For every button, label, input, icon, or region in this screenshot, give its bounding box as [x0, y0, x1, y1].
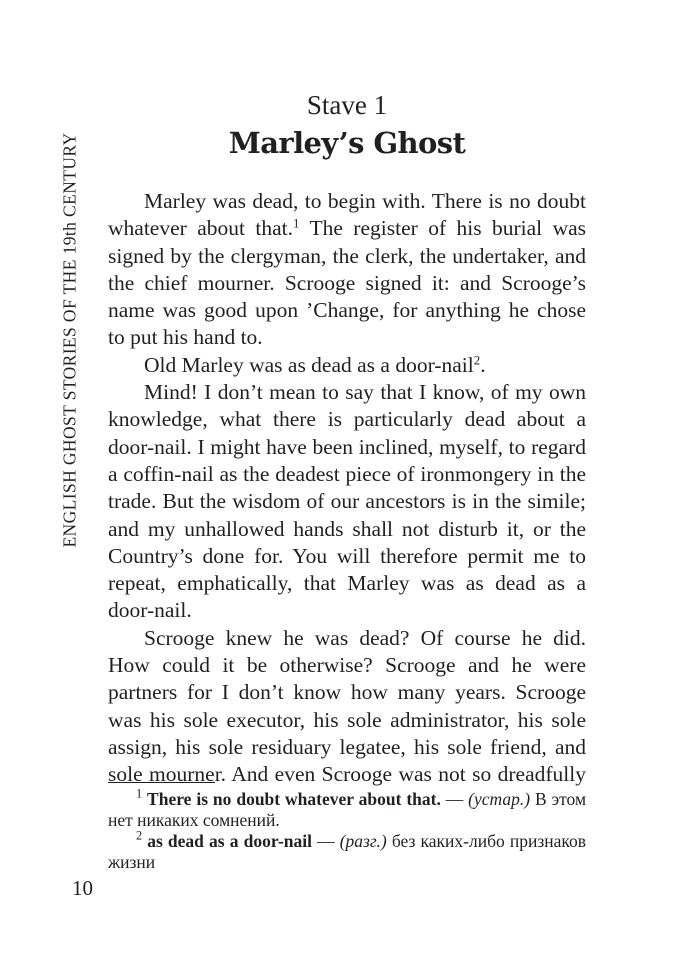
- footnote-ref: 1: [293, 216, 300, 231]
- footnote-divider: [108, 782, 215, 783]
- footnote-label: (устар.): [468, 789, 531, 809]
- footnote: [108, 828, 586, 873]
- footnote-term: There is no doubt whatever about that.: [147, 789, 441, 809]
- stave-heading: Stave 1: [306, 90, 388, 120]
- running-header: [50, 60, 90, 620]
- footnote-dash: —: [311, 831, 340, 851]
- page-number: 10: [72, 876, 93, 900]
- footnotes: [108, 786, 587, 873]
- footnote-text: без каких-либо признаков жизни: [108, 831, 586, 872]
- paragraph: [108, 379, 586, 625]
- paragraph: [108, 352, 586, 379]
- footnote: [108, 786, 587, 831]
- footnote-dash: —: [440, 789, 469, 809]
- footnote-term: as dead as a door-nail: [147, 831, 312, 851]
- paragraph-text: Old Marley was as dead as a door-nail: [144, 352, 474, 377]
- paragraph-text: The register of his burial was signed by the clergyman, the clerk, the undertaker, and the chief mourner. Scrooge signed it: and Scrooge’s name was good upon ’Change, for anything he chose to put his hand to.: [108, 216, 587, 350]
- footnote-number: 1: [136, 786, 143, 801]
- footnote-number: 2: [136, 828, 143, 843]
- footnote-text: В этом нет никаких сомнений.: [108, 789, 587, 830]
- main-text-column: [108, 88, 586, 789]
- paragraph-text: .: [480, 352, 486, 377]
- paragraph-text: Scrooge knew he was dead? Of course he did. How could it be otherwise? Scrooge and he were partners for I don’t know how many years. Scrooge was his sole executor, his sole administrator, his sole assign, his sole residuary legatee, his sole friend, and sole mourner. And even Scrooge was not so dreadfully: [108, 625, 586, 787]
- paragraph: [108, 188, 586, 352]
- footnote-ref: 2: [473, 353, 481, 368]
- body-text: [108, 188, 586, 789]
- running-header-text: ENGLISH GHOST STORIES OF THE 19th CENTURY: [59, 132, 80, 548]
- footnote-label: (разг.): [339, 831, 387, 851]
- chapter-title: Marley’s Ghost: [228, 126, 466, 160]
- paragraph-text: Mind! I don’t mean to say that I know, of my own knowledge, what there is particularly dead about a door-nail. I might have been inclined, myself, to regard a coffin-nail as the deadest piece of ironmongery in the trade. But the wisdom of our ancestors is in the simile; and my unhallowed hands shall not disturb it, or the Country’s done for. You will therefore permit me to repeat, emphatically, that Marley was as dead as a door-nail.: [108, 380, 586, 623]
- paragraph: [108, 625, 586, 789]
- paragraph-text: Marley was dead, to begin with. There is no doubt whatever about that.: [108, 189, 586, 241]
